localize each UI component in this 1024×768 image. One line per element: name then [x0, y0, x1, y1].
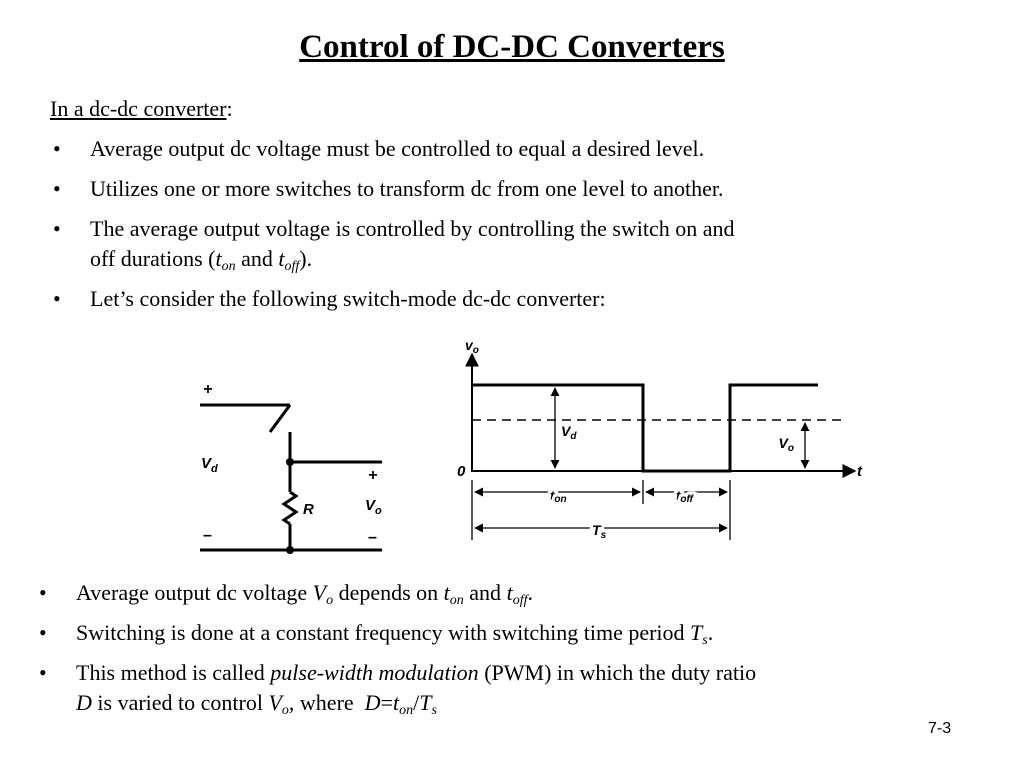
- vo-minus-label: –: [368, 529, 377, 546]
- bullet-item: [50, 284, 950, 314]
- ts-t: T: [592, 522, 601, 538]
- converter-circuit-diagram: [195, 362, 395, 562]
- off-subscript: off: [512, 593, 528, 608]
- output-voltage-waveform: [455, 337, 875, 550]
- bullet-text: and: [463, 580, 507, 605]
- bullet-text: depends on: [333, 580, 444, 605]
- bullet-item: [50, 174, 950, 204]
- intro-line: [50, 94, 233, 124]
- t-symbol: t: [506, 580, 513, 605]
- on-subscript: on: [399, 703, 414, 718]
- v-symbol: V: [312, 580, 327, 605]
- ts-symbol: T: [690, 620, 703, 645]
- vo-label: [365, 497, 382, 517]
- vd-v: V: [201, 455, 212, 472]
- bullet-text: (PWM) in which the duty ratio: [478, 660, 757, 685]
- vd-v: V: [561, 423, 571, 439]
- slide-title: Control of DC-DC Converters: [299, 29, 725, 65]
- o-subscript: o: [326, 593, 334, 608]
- bullet-text: Average output dc voltage must be controlled to equal a desired level.: [90, 136, 705, 161]
- bullet-text: Let’s consider the following switch-mode dc-dc converter:: [90, 286, 606, 311]
- t-symbol: t: [392, 690, 400, 715]
- vo-sub: o: [375, 505, 382, 517]
- bullet-item: [50, 214, 950, 274]
- on-subscript: on: [221, 259, 236, 274]
- y-axis-label: [465, 337, 479, 356]
- bullet-text: .: [707, 620, 714, 645]
- vo-sub: o: [787, 443, 794, 454]
- bullet-text: Switching is done at a constant frequency with switching time period: [76, 620, 691, 645]
- vd-label: [201, 455, 218, 475]
- t-symbol: t: [278, 246, 285, 271]
- circuit-node: [286, 458, 294, 466]
- switch-blade: [270, 405, 290, 432]
- bullet-text: Average output dc voltage: [76, 580, 313, 605]
- slash: /: [413, 690, 420, 715]
- vo-v: V: [365, 497, 376, 514]
- off-subscript: off: [284, 259, 300, 274]
- intro-underlined: In a dc-dc converter: [50, 96, 227, 121]
- o-subscript: o: [281, 703, 289, 718]
- toff-sub: off: [680, 494, 693, 505]
- toff-label: [676, 488, 695, 505]
- bullet-text: .: [527, 580, 533, 605]
- intro-colon: :: [226, 96, 233, 121]
- on-subscript: on: [449, 593, 464, 608]
- ts-label: [592, 522, 607, 541]
- zero-label: 0: [457, 463, 466, 480]
- vo-plus-label: +: [368, 467, 378, 484]
- toff-t: t: [676, 488, 681, 503]
- bullet-text: is varied to control: [91, 690, 269, 715]
- page-number: 7-3: [928, 720, 952, 737]
- vd-sub: d: [570, 431, 577, 442]
- bullet-text: This method is called: [76, 660, 271, 685]
- ton-sub: on: [554, 494, 567, 505]
- vo-level-label: [779, 435, 794, 454]
- y-axis-v: v: [465, 337, 473, 353]
- d-symbol: D: [364, 690, 381, 715]
- equals-sign: =: [380, 690, 393, 715]
- bullet-text: , where: [288, 690, 365, 715]
- pwm-term: pulse-width modulation: [270, 660, 479, 685]
- ton-t: t: [550, 488, 555, 503]
- vd-level-label: [561, 423, 577, 442]
- top-bullet-list: [50, 134, 950, 324]
- bullet-item: [50, 134, 950, 164]
- circuit-node: [286, 546, 294, 554]
- d-symbol: D: [76, 690, 92, 715]
- resistor-label: R: [303, 501, 314, 518]
- ts-sub: s: [600, 530, 607, 541]
- bullet-item: [36, 618, 976, 648]
- bullet-item: [36, 578, 976, 608]
- resistor-symbol: [284, 492, 296, 524]
- x-axis-label: t: [857, 463, 862, 480]
- vo-v: V: [778, 435, 788, 451]
- vd-sub: d: [211, 463, 218, 475]
- bullet-text: off durations (: [90, 246, 216, 271]
- t-symbol: t: [215, 246, 222, 271]
- s-subscript: s: [702, 633, 708, 648]
- ton-label: [550, 488, 567, 505]
- bullet-item: [36, 658, 976, 718]
- t-symbol: t: [443, 580, 450, 605]
- bullet-text: Utilizes one or more switches to transform dc from one level to another.: [90, 176, 724, 201]
- y-axis-sub: o: [472, 345, 479, 356]
- vd-minus-label: –: [203, 527, 212, 544]
- bullet-text-line1: The average output voltage is controlled by controlling the switch on and: [90, 216, 735, 241]
- bullet-text: ).: [299, 246, 313, 271]
- bullet-text: and: [235, 246, 279, 271]
- duty-ratio-equation: [364, 690, 437, 718]
- vd-plus-label: +: [203, 381, 213, 398]
- v-symbol: V: [268, 690, 282, 715]
- pwm-waveform: [472, 385, 818, 471]
- ts-symbol: T: [419, 690, 432, 715]
- s-subscript: s: [431, 703, 437, 718]
- bottom-bullet-list: [36, 578, 976, 728]
